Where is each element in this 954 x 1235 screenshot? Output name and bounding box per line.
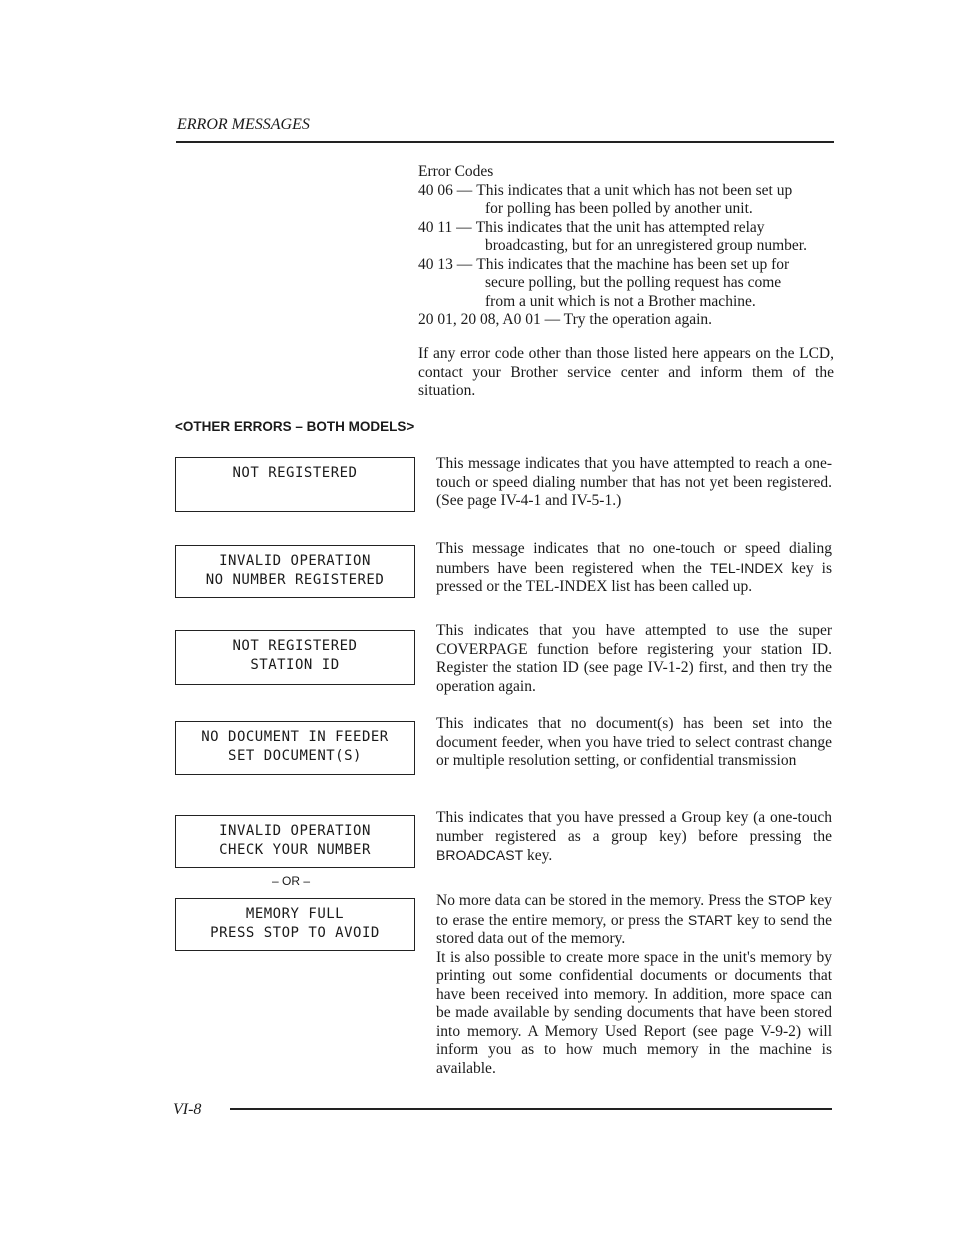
- desc-text: This message indicates that no one-touch or speed dialing numbers have been registered when the: [436, 540, 832, 577]
- page-header-title: ERROR MESSAGES: [177, 116, 310, 133]
- desc-paragraph-1: [436, 891, 832, 949]
- lcd-line-1: MEMORY FULL: [245, 906, 345, 922]
- error-description-station-id: This indicates that you have attempted to use the super COVERPAGE function before registering your station ID. Register the station ID (see page IV-1-2) first, and then try the operation again.: [436, 622, 832, 695]
- code-text: This indicates that a unit which has not been set up: [476, 181, 793, 199]
- code-text-cont: broadcasting, but for an unregistered group number.: [485, 237, 807, 254]
- lcd-display-station-id: [175, 630, 415, 685]
- lcd-display-no-number: [175, 545, 415, 598]
- desc-text: No more data can be stored in the memory. Press the: [436, 892, 768, 909]
- error-description-check-number: [436, 809, 832, 866]
- desc-text: key.: [523, 847, 553, 864]
- or-separator: – OR –: [272, 874, 311, 888]
- key-name-tel-index: TEL-INDEX: [710, 559, 784, 576]
- lcd-line-1: INVALID OPERATION: [219, 823, 371, 839]
- lcd-line-2: CHECK YOUR NUMBER: [219, 842, 371, 858]
- section-heading: <OTHER ERRORS – BOTH MODELS>: [175, 419, 415, 434]
- code-number: 40 13 —: [418, 255, 473, 273]
- desc-paragraph-2: It is also possible to create more space in the unit's memory by printing out some confidential documents or documents that have been received into memory. In addition, more space can be made available by sending documents that have been stored into memory. A Memory Used Report (see page V-9-2) will inform you as to how much memory in the machine is available.: [436, 948, 832, 1077]
- lcd-line-1: NO DOCUMENT IN FEEDER: [201, 729, 389, 745]
- error-code-retry: 20 01, 20 08, A0 01 — Try the operation again.: [418, 311, 713, 328]
- lcd-line-1: NOT REGISTERED: [232, 638, 358, 654]
- key-name-broadcast: BROADCAST: [436, 847, 524, 863]
- lcd-line-2: SET DOCUMENT(S): [228, 748, 362, 764]
- lcd-display-check-number: [175, 815, 415, 868]
- error-description-not-registered: This message indicates that you have attempted to reach a one-touch or speed dialing number that has not yet been registered. (See page IV-4-1 and IV-5-1.): [436, 455, 832, 509]
- error-code-4006: [418, 182, 834, 201]
- desc-text: key to erase the entire memory, or press the: [436, 892, 832, 929]
- header-divider: [176, 141, 834, 143]
- desc-text: key to send the stored data out of the memory.: [436, 911, 832, 947]
- lcd-display-no-document: [175, 721, 415, 775]
- lcd-display-memory-full: [175, 898, 415, 951]
- page-number: VI-8: [173, 1101, 202, 1118]
- lcd-line-1: NOT REGISTERED: [232, 465, 358, 481]
- code-number: 40 11 —: [418, 218, 472, 236]
- error-codes-heading: Error Codes: [418, 163, 494, 180]
- key-name-stop: STOP: [767, 892, 806, 908]
- lcd-line-2: STATION ID: [250, 657, 340, 673]
- lcd-line-2: NO NUMBER REGISTERED: [205, 572, 385, 588]
- code-text: This indicates that the unit has attempted relay: [475, 218, 765, 236]
- lcd-line-1: INVALID OPERATION: [219, 553, 371, 569]
- code-text-cont: secure polling, but the polling request has come: [485, 274, 782, 291]
- code-text: This indicates that the machine has been set up for: [476, 255, 790, 273]
- desc-text: This indicates that you have pressed a Group key (a one-touch number registered as a group key) before pressing the: [436, 809, 832, 845]
- code-number: 40 06 —: [418, 181, 473, 199]
- code-text-cont: for polling has been polled by another unit.: [485, 200, 753, 217]
- other-code-paragraph: If any error code other than those listed here appears on the LCD, contact your Brother service center and inform them of the situation.: [418, 345, 834, 399]
- error-codes-block: [418, 163, 834, 330]
- desc-text: key is pressed or the TEL-INDEX list has been called up.: [436, 559, 833, 595]
- key-name-start: START: [687, 911, 733, 928]
- error-description-no-number: [436, 540, 832, 597]
- error-description-no-document: This indicates that no document(s) has been set into the document feeder, when you have tried to select contrast change or multiple resolution setting, or confidential transmission: [436, 715, 832, 769]
- error-description-memory-full: [436, 891, 832, 1078]
- error-code-4013: [418, 256, 834, 275]
- code-text-cont: from a unit which is not a Brother machine.: [485, 292, 756, 310]
- footer-divider: [230, 1108, 832, 1110]
- lcd-display-not-registered: [175, 457, 415, 512]
- error-code-4011: [418, 219, 834, 238]
- lcd-line-2: PRESS STOP TO AVOID: [210, 925, 380, 941]
